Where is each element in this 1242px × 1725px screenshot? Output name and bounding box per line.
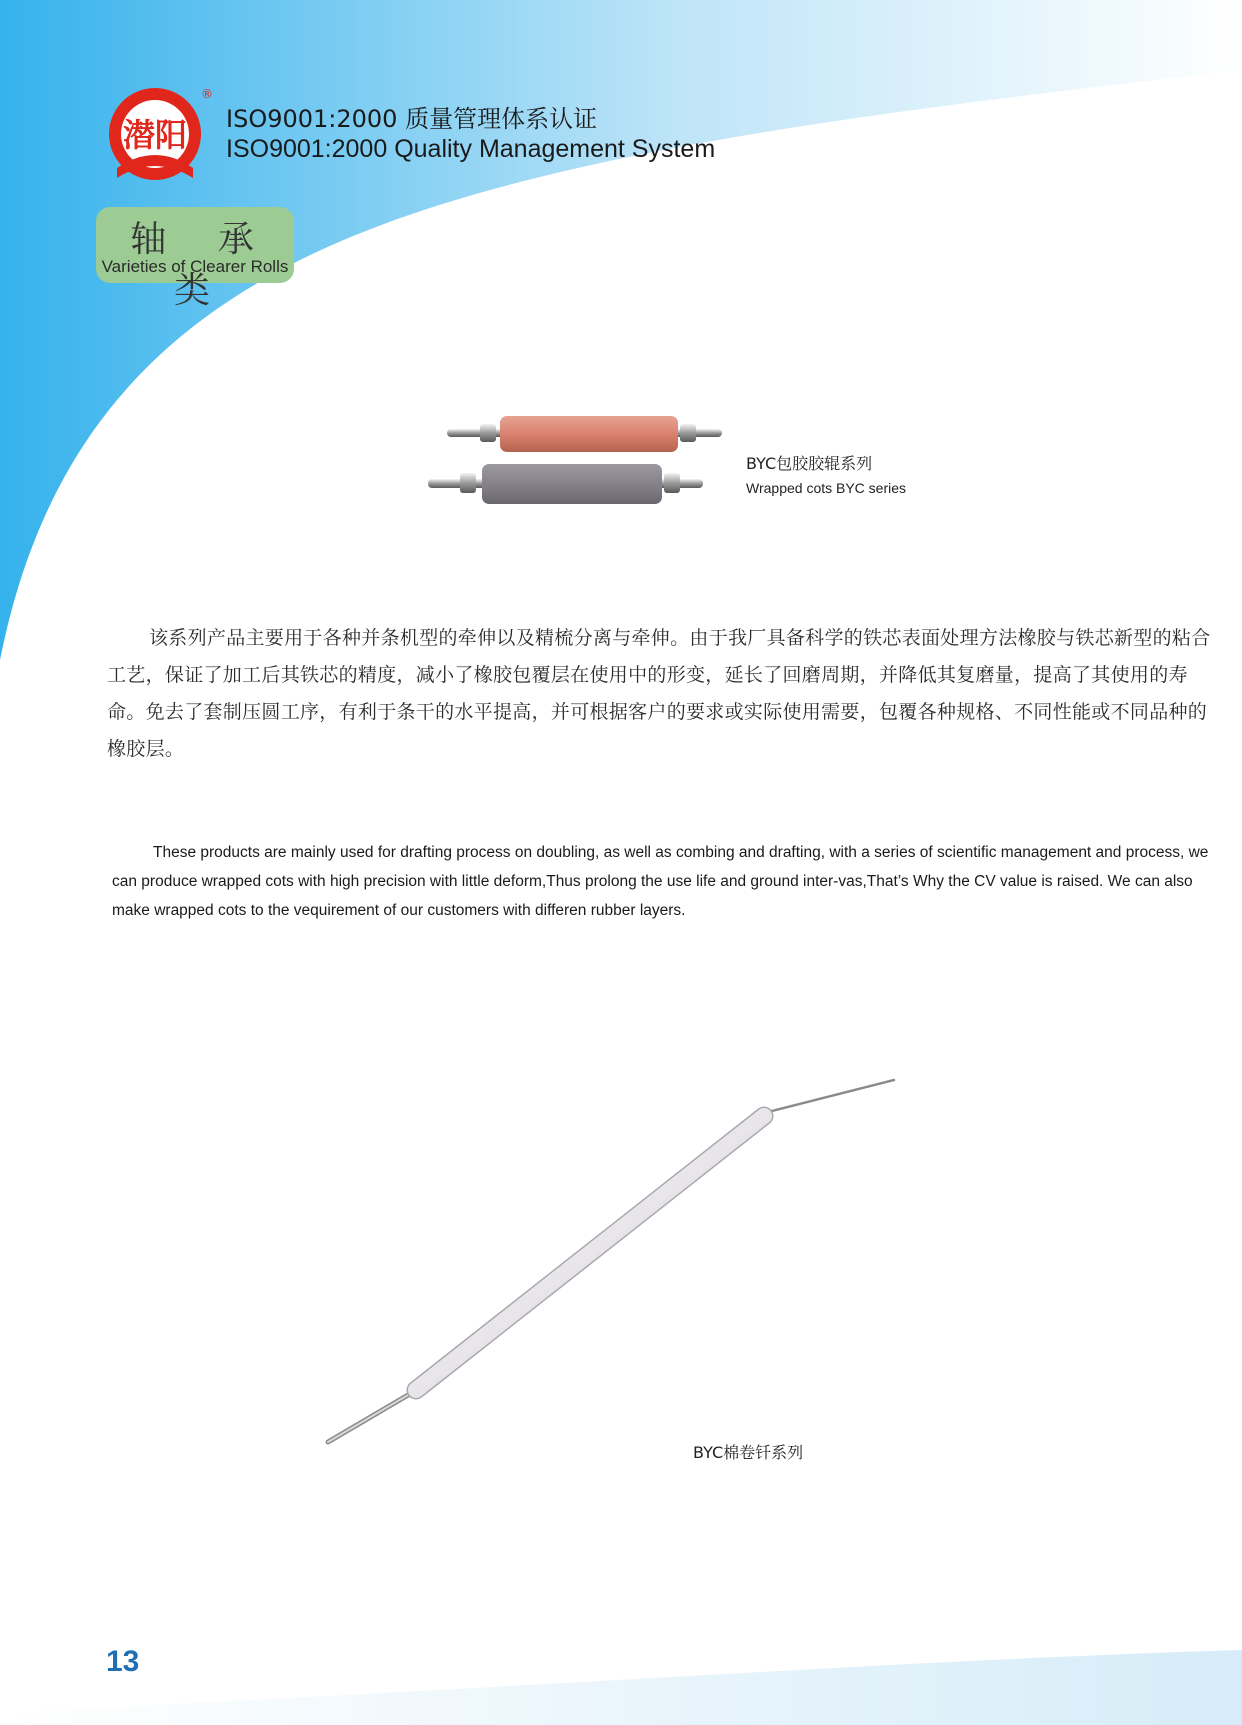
lap-rod-caption: BYC棉卷钎系列 (693, 1443, 804, 1462)
lap-rod-image (320, 1070, 910, 1460)
page-number: 13 (106, 1645, 140, 1678)
description-cn: 该系列产品主要用于各种并条机型的牵伸以及精梳分离与牵伸。由于我厂具备科学的铁芯表面处理方法橡胶与铁芯新型的粘合工艺，保证了加工后其铁芯的精度，减小了橡胶包覆层在使用中的形变，延长了回磨周期，并降低其复磨量，提高了其使用的寿命。免去了套制压圆工序，有利于条干的水平提高，并可根据客户的要求或实际使用需要，包覆各种规格、不同性能或不同品种的橡胶层。 (107, 627, 1211, 760)
registered-mark: ® (201, 87, 213, 101)
certification-header (226, 104, 715, 164)
wrapped-cots-caption-en: Wrapped cots BYC series (746, 480, 907, 496)
wrapped-cots-image (420, 400, 740, 520)
description-en: These products are mainly used for drafting process on doubling, as well as combing and drafting, with a series of scientific management and process, we can produce wrapped cots with high precision with little deform,Thus prolong the use life and ground inter-vas,That’s Why the CV value is raised. We can also make wrapped cots to the vequirement of our customers with differen rubber layers. (112, 844, 1209, 919)
certification-cn: ISO9001:2000 质量管理体系认证 (226, 105, 598, 133)
category-title-cn: 轴 承 类 (130, 219, 274, 311)
logo-text: 潜阳 (122, 116, 188, 154)
certification-en: ISO9001:2000 Quality Management System (226, 135, 716, 163)
wrapped-cots-caption-cn: BYC包胶胶辊系列 (746, 454, 873, 473)
company-logo (103, 82, 213, 192)
wrapped-cots-caption (746, 452, 906, 500)
category-badge (96, 207, 294, 311)
category-title-en: Varieties of Clearer Rolls (101, 257, 289, 276)
